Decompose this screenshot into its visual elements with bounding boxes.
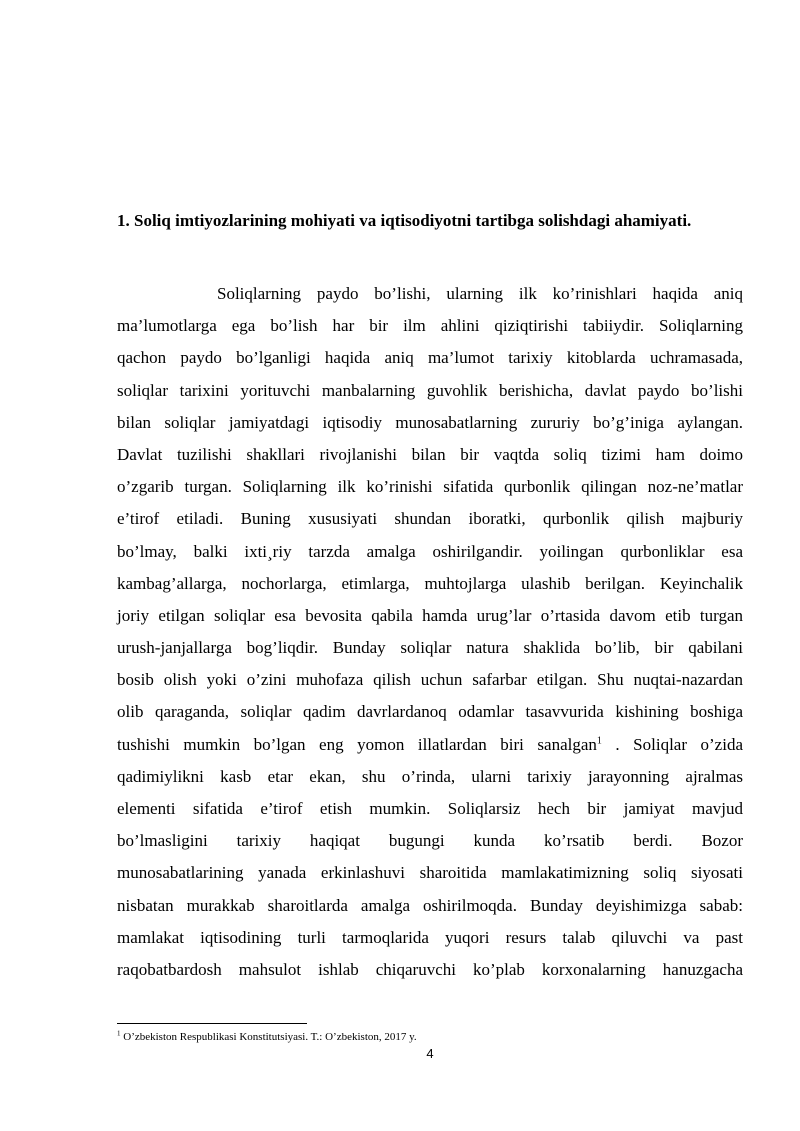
text-line: olib qaraganda, soliqlar qadim davrlardanoq odamlar tasavvurida kishining boshiga	[117, 702, 743, 722]
text-line: o’zgarib turgan. Soliqlarning ilk ko’rinishi sifatida qurbonlik qilingan noz-ne’matlar	[117, 477, 743, 497]
text-line: soliqlar tarixini yorituvchi manbalarning guvohlik berishicha, davlat paydo bo’lishi	[117, 380, 743, 400]
page-number: 4	[426, 1046, 434, 1061]
text-line: elementi sifatida e’tirof etish mumkin. Soliqlarsiz hech bir jamiyat mavjud	[117, 799, 743, 818]
text-line: e’tirof etiladi. Buning xususiyati shundan iboratki, qurbonlik qilish majburiy	[117, 509, 743, 529]
text-line: kambag’allarga, nochorlarga, etimlarga, muhtojlarga ulashib berilgan. Keyinchalik	[117, 573, 743, 593]
text-line: Soliqlarning paydo bo’lishi, ularning ilk ko’rinishlari haqida aniq	[217, 284, 743, 303]
text-line: bosib olish yoki o’zini muhofaza qilish uchun safarbar etilgan. Shu nuqtai-nazardan	[117, 670, 743, 690]
text-line: mamlakat iqtisodining turli tarmoqlarida yuqori resurs talab qiluvchi va past	[117, 927, 743, 947]
text-line: munosabatlarining yanada erkinlashuvi sharoitida mamlakatimizning soliq siyosati	[117, 863, 743, 883]
text-line: bilan soliqlar jamiyatdagi iqtisodiy munosabatlarning zururiy bo’g’iniga aylangan.	[117, 412, 743, 432]
text-line: Davlat tuzilishi shakllari rivojlanishi bilan bir vaqtda soliq tizimi ham doimo	[117, 444, 743, 464]
text-line: nisbatan murakkab sharoitlarda amalga oshirilmoqda. Bunday deyishimizga sabab:	[117, 895, 743, 915]
text-line: qachon paydo bo’lganligi haqida aniq ma’lumot tarixiy kitoblarda uchramasada,	[117, 348, 743, 368]
body-paragraph	[117, 278, 743, 986]
text-line-with-footnote	[117, 729, 743, 761]
text-line: joriy etilgan soliqlar esa bevosita qabila hamda urug’lar o’rtasida davom etib turgan	[117, 605, 743, 625]
section-heading: 1. Soliq imtiyozlarining mohiyati va iqtisodiyotni tartibga solishdagi ahamiyati.	[117, 211, 692, 230]
text-line: ma’lumotlarga ega bo’lish har bir ilm ahlini qiziqtirishi tabiiydir. Soliqlarning	[117, 316, 743, 336]
footnote-marker: 1	[117, 1029, 121, 1038]
footnote	[117, 1030, 743, 1044]
text-line: qadimiylikni kasb etar ekan, shu o’rinda, ularni tarixiy jarayonning ajralmas	[117, 766, 743, 786]
footnote-text: O’zbekiston Respublikasi Konstitutsiyasi. T.: O’zbekiston, 2017 y.	[120, 1031, 417, 1043]
text-segment: tushishi mumkin bo’lgan eng yomon illatlardan biri sanalgan	[117, 734, 597, 754]
footnote-reference[interactable]: 1	[596, 734, 602, 746]
text-line: bo’lmasligini tarixiy haqiqat bugungi kunda ko’rsatib berdi. Bozor	[117, 831, 743, 851]
text-line: urush-janjallarga bog’liqdir. Bunday soliqlar natura shaklida bo’lib, bir qabilani	[117, 638, 743, 658]
text-line: raqobatbardosh mahsulot ishlab chiqaruvchi ko’plab korxonalarning hanuzgacha	[117, 959, 743, 979]
footnote-separator	[117, 1023, 307, 1024]
text-line: bo’lmay, balki ixti¸riy tarzda amalga oshirilgandir. yoilingan qurbonliklar esa	[117, 541, 743, 561]
text-segment: . Soliqlar o’zida	[601, 734, 743, 754]
